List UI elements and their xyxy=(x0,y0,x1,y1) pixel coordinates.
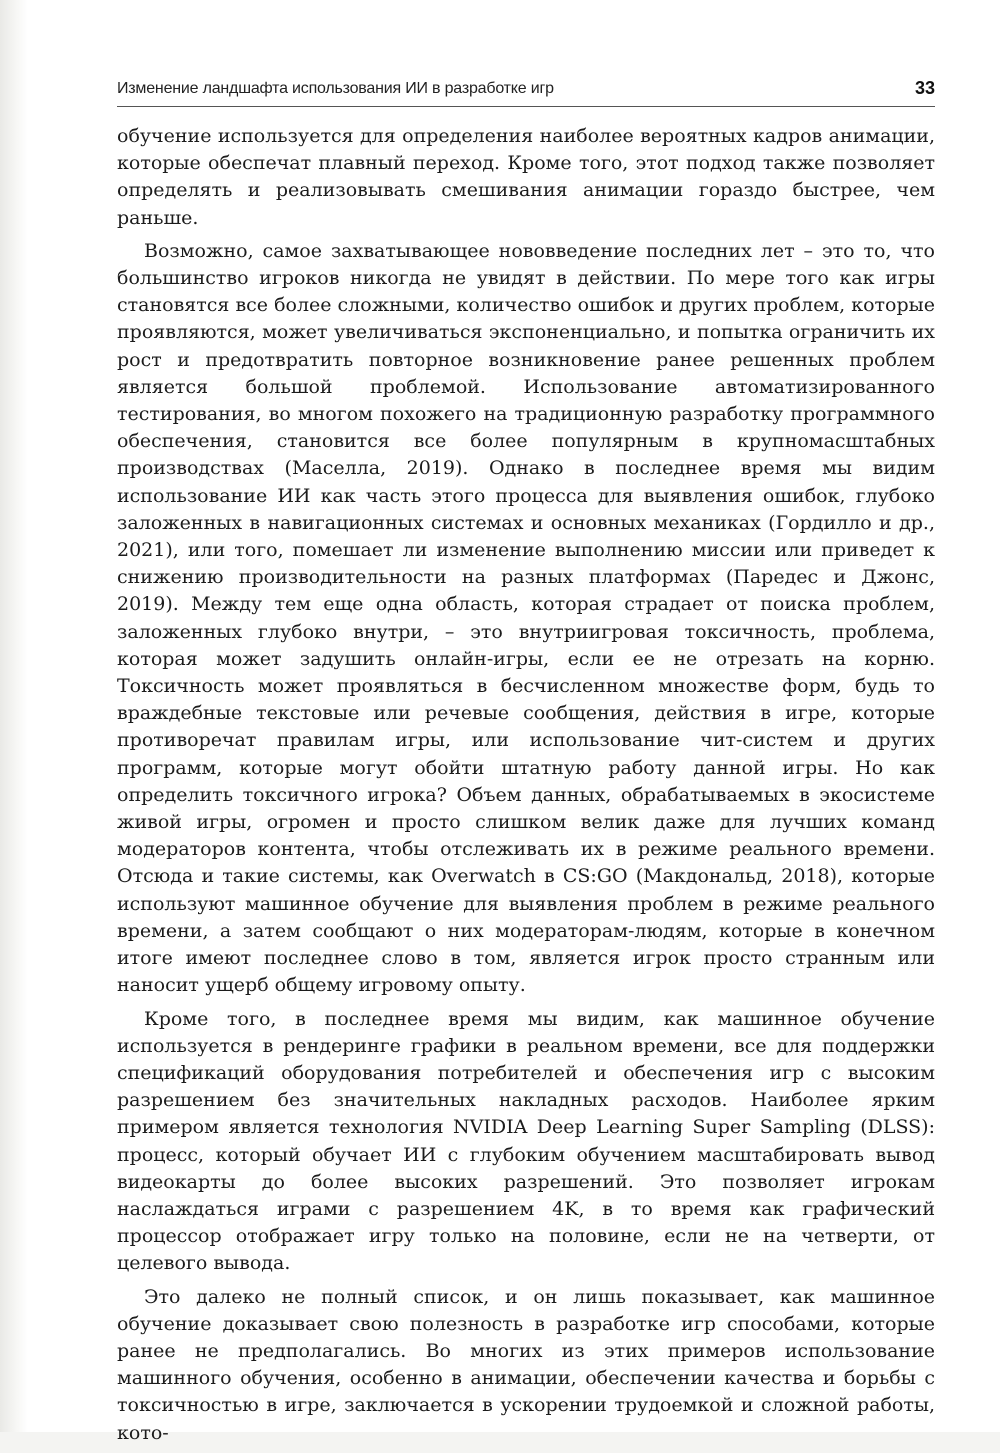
paragraph: Это далеко не полный список, и он лишь показывает, как машинное обучение доказывает свою полезность в разработке игр способами, которые ранее не предполагались. Во многих из этих примеров использование машинного обучения, особенно в анимации, обеспечении качества и борьбы с токсичностью в игре, заключается в ускорении трудоемкой и сложной работы, кото- xyxy=(117,1285,935,1444)
paragraph: обучение используется для определения наиболее вероятных кадров анимации, которые обеспечат плавный переход. Кроме того, этот подход также позволяет определять и реализовывать смешивания анимации гораздо быстрее, чем раньше. xyxy=(117,125,935,229)
header-rule xyxy=(117,106,935,107)
page-header xyxy=(117,78,935,106)
body-text xyxy=(117,123,935,1453)
paragraph: Возможно, самое захватывающее нововведение последних лет – это то, что большинство игроков никогда не увидят в действии. По мере того как игры становятся все более сложными, количество ошибок и других проблем, которые проявляются, может увеличиваться экспоненциально, и попытка ограничить их рост и предотвратить повторное возникновение ранее решенных проблем является большой проблемой. Использование автоматизированного тестирования, во многом похожего на традиционную разработку программного обеспечения, становится все более популярным в крупномасштабных производствах (Маселла, 2019). Однако в последнее время мы видим использование ИИ как часть этого процесса для выявления ошибок, глубоко заложенных в навигационных системах и основных механиках (Гордилло и др., 2021), или того, помешает ли изменение выполнению миссии или приведет к снижению производительности на разных платформах (Паредес и Джонс, 2019). Между тем еще одна область, которая страдает от поиска проблем, заложенных глубоко внутри, – это внутриигровая токсичность, проблема, которая может задушить онлайн-игры, если ее не отрезать на корню. Токсичность может проявляться в бесчисленном множестве форм, будь то враждебные текстовые или речевые сообщения, действия в игре, которые противоречат правилам игры, или использование чит-систем и других программ, которые могут обойти штатную работу данной игры. Но как определить токсичного игрока? Объем данных, обрабатываемых в экосистеме живой игры, огромен и просто слишком велик даже для лучших команд модераторов контента, чтобы отслеживать их в режиме реального времени. Отсюда и такие системы, как Overwatch в CS:GO (Макдональд, 2018), которые используют машинное обучение для выявления проблем в режиме реального времени, а затем сообщают о них модераторам-людям, которые в конечном итоге имеют последнее слово в том, является игрок просто странным или наносит ущерб общему игровому опыту. xyxy=(117,239,936,997)
running-title: Изменение ландшафта использования ИИ в разработке игр xyxy=(117,80,554,97)
page-binding-shadow xyxy=(0,0,28,1432)
paragraph: Кроме того, в последнее время мы видим, как машинное обучение используется в рендеринге графики в реальном времени, все для поддержки спецификаций оборудования потребителей и обеспечения игр с высоким разрешением без значительных накладных расходов. Наиболее ярким примером является технология NVIDIA Deep Learning Super Sampling (DLSS): процесс, который обучает ИИ с глубоким обучением масштабировать вывод видеокарты до более высоких разрешений. Это позволяет игрокам наслаждаться играми с разрешением 4K, в то время как графический процессор отображает игру только на половине, если не на четверти, от целевого вывода. xyxy=(117,1007,935,1275)
page-number: 33 xyxy=(914,78,935,98)
